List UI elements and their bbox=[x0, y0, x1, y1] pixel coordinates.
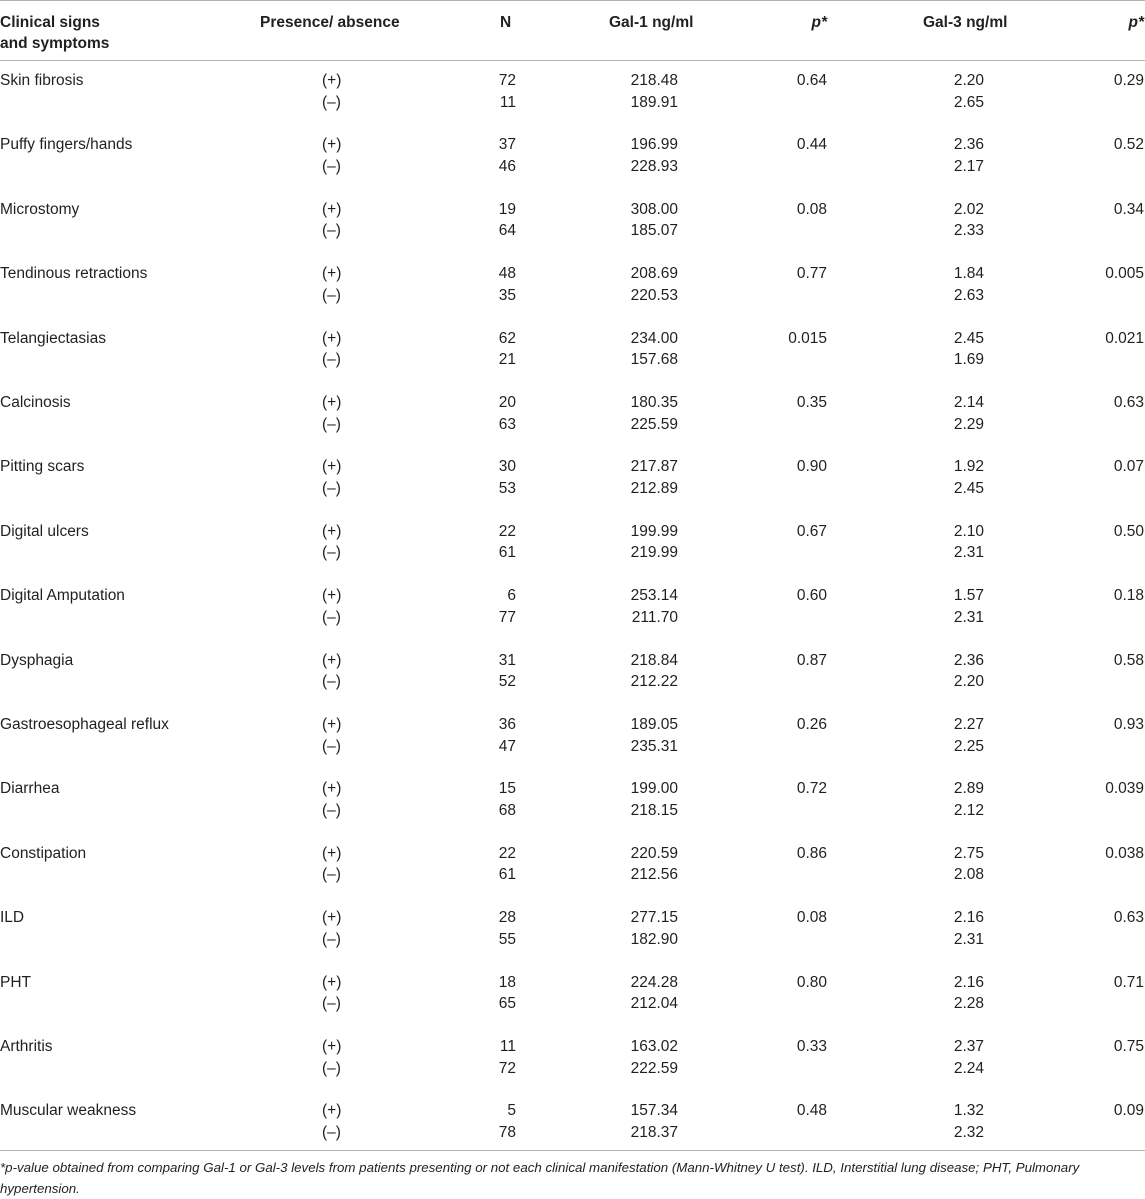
clinical-sign-cell: Constipation bbox=[0, 844, 87, 862]
p-gal1-cell: 0.86 bbox=[796, 844, 827, 862]
p-gal3-cell: 0.75 bbox=[1113, 1038, 1144, 1055]
negative-n-cell: 55 bbox=[498, 930, 516, 948]
header-p-gal3 bbox=[1129, 12, 1145, 33]
p-gal1-cell: 0.35 bbox=[796, 394, 827, 411]
positive-n-cell: 37 bbox=[498, 136, 516, 154]
table-footnote: *p-value obtained from comparing Gal-1 or Gal-3 levels from patients presenting or not each clinical manifestation (Mann-Whitney U test). ILD, Interstitial lung disease; PHT, Pulmonary hypertension. bbox=[0, 1160, 1080, 1196]
positive-presence-cell: (+) bbox=[322, 716, 342, 733]
p-gal1-cell: 0.67 bbox=[796, 522, 827, 540]
positive-gal1-cell: 189.05 bbox=[630, 716, 678, 733]
positive-gal1-cell: 208.69 bbox=[630, 265, 678, 283]
p-gal3-cell: 0.50 bbox=[1113, 522, 1144, 540]
p-gal1-cell: 0.44 bbox=[796, 136, 827, 154]
positive-presence-cell: (+) bbox=[322, 651, 342, 669]
header-clinical-signs-line2: and symptoms bbox=[0, 35, 110, 52]
clinical-sign-cell: Muscular weakness bbox=[0, 1102, 137, 1120]
positive-presence-cell: (+) bbox=[322, 909, 342, 927]
header-p-gal3-text: p* bbox=[1128, 14, 1144, 31]
negative-gal3-cell: 2.31 bbox=[953, 544, 984, 562]
p-gal3-cell: 0.038 bbox=[1105, 844, 1144, 862]
negative-gal1-cell: 222.59 bbox=[630, 1059, 678, 1077]
negative-presence-cell: (–) bbox=[322, 286, 341, 304]
positive-gal3-cell: 2.10 bbox=[953, 522, 984, 540]
negative-n-cell: 11 bbox=[499, 93, 516, 111]
p-gal1-cell: 0.33 bbox=[796, 1038, 827, 1055]
negative-n-cell: 35 bbox=[498, 286, 516, 304]
negative-gal3-cell: 2.63 bbox=[953, 286, 984, 304]
clinical-sign-cell: Skin fibrosis bbox=[0, 72, 84, 89]
negative-gal3-cell: 2.17 bbox=[953, 157, 984, 175]
header-gal3: Gal-3 ng/ml bbox=[923, 14, 1008, 31]
negative-gal1-cell: 218.15 bbox=[630, 801, 678, 819]
negative-presence-cell: (–) bbox=[322, 737, 341, 755]
positive-gal1-cell: 218.48 bbox=[630, 72, 678, 89]
positive-presence-cell: (+) bbox=[322, 200, 342, 218]
negative-n-cell: 64 bbox=[498, 222, 516, 240]
p-gal3-cell: 0.63 bbox=[1113, 909, 1144, 927]
positive-gal1-cell: 220.59 bbox=[630, 844, 678, 862]
p-gal1-cell: 0.08 bbox=[796, 909, 827, 927]
positive-n-cell: 19 bbox=[498, 200, 516, 218]
negative-gal1-cell: 212.04 bbox=[630, 995, 678, 1013]
positive-n-cell: 22 bbox=[498, 844, 516, 862]
negative-presence-cell: (–) bbox=[322, 995, 341, 1013]
positive-gal1-cell: 308.00 bbox=[630, 200, 678, 218]
positive-n-cell: 5 bbox=[507, 1102, 516, 1120]
positive-n-cell: 36 bbox=[498, 716, 516, 733]
clinical-sign-cell: Microstomy bbox=[0, 200, 80, 218]
positive-n-cell: 30 bbox=[498, 458, 516, 476]
negative-gal1-cell: 228.93 bbox=[630, 157, 678, 175]
positive-n-cell: 6 bbox=[507, 587, 516, 605]
p-gal3-cell: 0.07 bbox=[1113, 458, 1144, 476]
positive-gal3-cell: 2.02 bbox=[953, 200, 984, 218]
positive-gal3-cell: 1.84 bbox=[953, 265, 984, 283]
p-gal1-cell: 0.87 bbox=[796, 651, 827, 669]
negative-gal1-cell: 220.53 bbox=[630, 286, 678, 304]
p-gal1-cell: 0.80 bbox=[796, 973, 827, 991]
positive-gal3-cell: 2.45 bbox=[953, 329, 984, 347]
positive-n-cell: 18 bbox=[498, 973, 516, 991]
clinical-sign-cell: Arthritis bbox=[0, 1038, 53, 1055]
positive-gal3-cell: 2.16 bbox=[953, 973, 984, 991]
negative-presence-cell: (–) bbox=[322, 415, 341, 433]
positive-gal1-cell: 218.84 bbox=[630, 651, 678, 669]
negative-presence-cell: (–) bbox=[322, 93, 341, 111]
clinical-sign-cell: Calcinosis bbox=[0, 394, 71, 411]
table-bottom-rule bbox=[0, 1150, 1145, 1151]
positive-presence-cell: (+) bbox=[322, 394, 342, 411]
positive-gal1-cell: 217.87 bbox=[630, 458, 678, 476]
negative-n-cell: 77 bbox=[498, 608, 516, 626]
p-gal1-cell: 0.64 bbox=[796, 72, 827, 89]
positive-gal1-cell: 157.34 bbox=[630, 1102, 678, 1120]
positive-gal3-cell: 2.89 bbox=[953, 780, 984, 798]
header-clinical-signs bbox=[0, 12, 109, 54]
positive-gal1-cell: 199.00 bbox=[630, 780, 678, 798]
header-presence-absence: Presence/ absence bbox=[260, 14, 400, 31]
negative-gal1-cell: 212.56 bbox=[630, 866, 678, 884]
p-gal1-cell: 0.48 bbox=[796, 1102, 827, 1120]
clinical-sign-cell: Puffy fingers/hands bbox=[0, 136, 133, 154]
negative-gal3-cell: 2.29 bbox=[953, 415, 984, 433]
clinical-sign-cell: Digital ulcers bbox=[0, 522, 89, 540]
positive-gal1-cell: 253.14 bbox=[630, 587, 678, 605]
positive-presence-cell: (+) bbox=[322, 136, 342, 154]
clinical-sign-cell: ILD bbox=[0, 909, 25, 927]
negative-gal3-cell: 2.25 bbox=[953, 737, 984, 755]
positive-gal1-cell: 199.99 bbox=[630, 522, 678, 540]
positive-n-cell: 28 bbox=[498, 909, 516, 927]
positive-gal1-cell: 180.35 bbox=[630, 394, 678, 411]
p-gal3-cell: 0.021 bbox=[1105, 329, 1144, 347]
negative-presence-cell: (–) bbox=[322, 930, 341, 948]
negative-presence-cell: (–) bbox=[322, 608, 341, 626]
negative-gal3-cell: 2.31 bbox=[953, 930, 984, 948]
clinical-sign-cell: Digital Amputation bbox=[0, 587, 125, 605]
positive-gal1-cell: 196.99 bbox=[630, 136, 678, 154]
negative-n-cell: 61 bbox=[498, 544, 516, 562]
positive-presence-cell: (+) bbox=[322, 72, 342, 89]
p-gal3-cell: 0.52 bbox=[1113, 136, 1144, 154]
p-gal1-cell: 0.77 bbox=[796, 265, 827, 283]
clinical-sign-cell: Pitting scars bbox=[0, 458, 85, 476]
positive-presence-cell: (+) bbox=[322, 587, 342, 605]
positive-presence-cell: (+) bbox=[322, 973, 342, 991]
positive-n-cell: 22 bbox=[498, 522, 516, 540]
positive-presence-cell: (+) bbox=[322, 1102, 342, 1120]
positive-n-cell: 48 bbox=[498, 265, 516, 283]
p-gal3-cell: 0.71 bbox=[1113, 973, 1144, 991]
header-p-gal1 bbox=[812, 12, 828, 33]
negative-n-cell: 61 bbox=[498, 866, 516, 884]
negative-n-cell: 46 bbox=[498, 157, 516, 175]
negative-gal1-cell: 235.31 bbox=[630, 737, 678, 755]
p-gal3-cell: 0.005 bbox=[1105, 265, 1144, 283]
negative-gal3-cell: 2.24 bbox=[953, 1059, 984, 1077]
clinical-sign-cell: Tendinous retractions bbox=[0, 265, 148, 283]
clinical-sign-cell: Dysphagia bbox=[0, 651, 74, 669]
negative-gal1-cell: 225.59 bbox=[630, 415, 678, 433]
positive-gal1-cell: 163.02 bbox=[630, 1038, 678, 1055]
positive-n-cell: 62 bbox=[498, 329, 516, 347]
p-gal1-cell: 0.08 bbox=[796, 200, 827, 218]
header-n: N bbox=[500, 14, 512, 31]
positive-gal3-cell: 1.32 bbox=[953, 1102, 984, 1120]
negative-presence-cell: (–) bbox=[322, 1123, 341, 1141]
negative-presence-cell: (–) bbox=[322, 157, 341, 175]
clinical-sign-cell: PHT bbox=[0, 973, 31, 991]
p-gal1-cell: 0.60 bbox=[796, 587, 827, 605]
negative-gal3-cell: 2.33 bbox=[953, 222, 984, 240]
negative-gal3-cell: 2.28 bbox=[953, 995, 984, 1013]
p-gal1-cell: 0.015 bbox=[788, 329, 827, 347]
positive-gal3-cell: 2.37 bbox=[953, 1038, 984, 1055]
positive-presence-cell: (+) bbox=[322, 844, 342, 862]
negative-presence-cell: (–) bbox=[322, 1059, 341, 1077]
negative-gal3-cell: 2.32 bbox=[953, 1123, 984, 1141]
positive-presence-cell: (+) bbox=[322, 458, 342, 476]
negative-n-cell: 78 bbox=[498, 1123, 516, 1141]
p-gal3-cell: 0.93 bbox=[1113, 716, 1144, 733]
negative-gal1-cell: 189.91 bbox=[630, 93, 678, 111]
negative-gal3-cell: 2.08 bbox=[953, 866, 984, 884]
negative-presence-cell: (–) bbox=[322, 351, 341, 369]
p-gal3-cell: 0.18 bbox=[1113, 587, 1144, 605]
negative-gal1-cell: 182.90 bbox=[630, 930, 678, 948]
negative-gal3-cell: 2.12 bbox=[953, 801, 984, 819]
positive-n-cell: 11 bbox=[499, 1038, 516, 1055]
positive-gal1-cell: 234.00 bbox=[630, 329, 678, 347]
clinical-sign-cell: Telangiectasias bbox=[0, 329, 106, 347]
positive-presence-cell: (+) bbox=[322, 329, 342, 347]
clinical-sign-cell: Diarrhea bbox=[0, 780, 60, 798]
positive-gal3-cell: 2.16 bbox=[953, 909, 984, 927]
negative-presence-cell: (–) bbox=[322, 544, 341, 562]
p-gal3-cell: 0.039 bbox=[1105, 780, 1144, 798]
p-gal1-cell: 0.26 bbox=[796, 716, 827, 733]
negative-presence-cell: (–) bbox=[322, 673, 341, 691]
header-rule bbox=[0, 60, 1145, 61]
positive-gal3-cell: 1.92 bbox=[953, 458, 984, 476]
negative-n-cell: 65 bbox=[498, 995, 516, 1013]
negative-n-cell: 53 bbox=[498, 479, 516, 497]
positive-presence-cell: (+) bbox=[322, 1038, 342, 1055]
negative-presence-cell: (–) bbox=[322, 866, 341, 884]
positive-gal3-cell: 2.75 bbox=[953, 844, 984, 862]
positive-presence-cell: (+) bbox=[322, 780, 342, 798]
p-gal1-cell: 0.90 bbox=[796, 458, 827, 476]
negative-gal3-cell: 1.69 bbox=[953, 351, 984, 369]
negative-gal1-cell: 218.37 bbox=[630, 1123, 678, 1141]
negative-gal1-cell: 157.68 bbox=[630, 351, 678, 369]
positive-gal1-cell: 277.15 bbox=[630, 909, 678, 927]
negative-n-cell: 21 bbox=[498, 351, 516, 369]
positive-gal3-cell: 2.27 bbox=[953, 716, 984, 733]
clinical-sign-cell: Gastroesophageal reflux bbox=[0, 716, 169, 733]
negative-gal1-cell: 185.07 bbox=[630, 222, 678, 240]
p-gal3-cell: 0.34 bbox=[1113, 200, 1144, 218]
negative-gal3-cell: 2.65 bbox=[953, 93, 984, 111]
negative-gal1-cell: 212.22 bbox=[630, 673, 678, 691]
negative-n-cell: 68 bbox=[498, 801, 516, 819]
positive-gal3-cell: 2.14 bbox=[953, 394, 984, 411]
positive-gal3-cell: 2.36 bbox=[953, 136, 984, 154]
p-gal3-cell: 0.58 bbox=[1113, 651, 1144, 669]
positive-presence-cell: (+) bbox=[322, 522, 342, 540]
p-gal1-cell: 0.72 bbox=[796, 780, 827, 798]
p-gal3-cell: 0.09 bbox=[1113, 1102, 1144, 1120]
positive-n-cell: 31 bbox=[498, 651, 516, 669]
header-p-gal1-text: p* bbox=[811, 14, 827, 31]
table-top-rule bbox=[0, 0, 1145, 1]
positive-presence-cell: (+) bbox=[322, 265, 342, 283]
positive-n-cell: 72 bbox=[498, 72, 516, 89]
negative-gal1-cell: 219.99 bbox=[630, 544, 678, 562]
p-gal3-cell: 0.29 bbox=[1113, 72, 1144, 89]
negative-gal3-cell: 2.20 bbox=[953, 673, 984, 691]
positive-gal3-cell: 2.20 bbox=[953, 72, 984, 89]
positive-gal3-cell: 1.57 bbox=[953, 587, 984, 605]
negative-gal3-cell: 2.31 bbox=[953, 608, 984, 626]
header-clinical-signs-line1: Clinical signs bbox=[0, 14, 100, 31]
negative-presence-cell: (–) bbox=[322, 222, 341, 240]
positive-gal1-cell: 224.28 bbox=[630, 973, 678, 991]
positive-gal3-cell: 2.36 bbox=[953, 651, 984, 669]
p-gal3-cell: 0.63 bbox=[1113, 394, 1144, 411]
negative-presence-cell: (–) bbox=[322, 801, 341, 819]
negative-n-cell: 63 bbox=[498, 415, 516, 433]
negative-n-cell: 47 bbox=[498, 737, 516, 755]
negative-n-cell: 52 bbox=[498, 673, 516, 691]
negative-n-cell: 72 bbox=[498, 1059, 516, 1077]
positive-n-cell: 15 bbox=[498, 780, 516, 798]
negative-presence-cell: (–) bbox=[322, 479, 341, 497]
header-gal1: Gal-1 ng/ml bbox=[609, 14, 694, 31]
negative-gal1-cell: 212.89 bbox=[630, 479, 678, 497]
positive-n-cell: 20 bbox=[498, 394, 516, 411]
negative-gal1-cell: 211.70 bbox=[631, 608, 678, 626]
negative-gal3-cell: 2.45 bbox=[953, 479, 984, 497]
